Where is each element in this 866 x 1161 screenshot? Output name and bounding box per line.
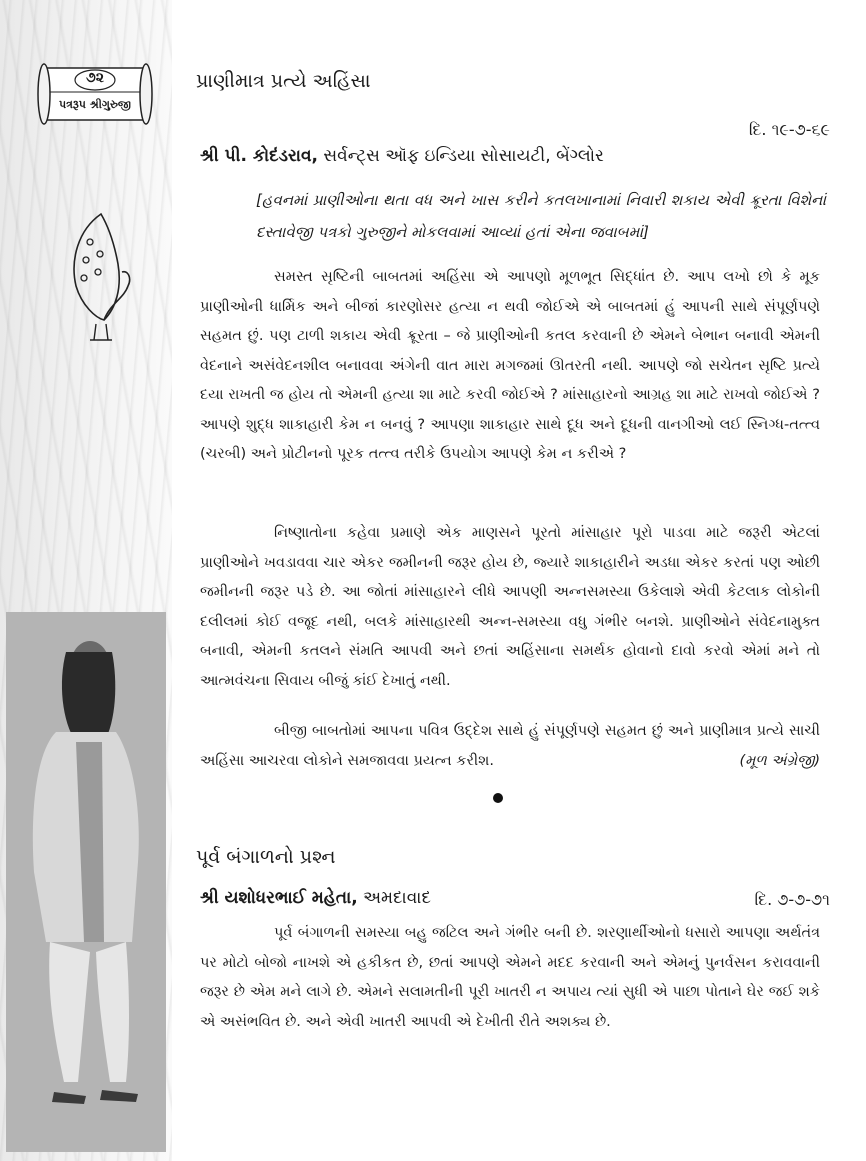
sender-name: શ્રી પી. કોદંડરાવ, bbox=[200, 146, 318, 166]
section-divider bbox=[493, 793, 503, 803]
letter-date: દિ. ૭-૭-૭૧ bbox=[754, 890, 830, 909]
letter-paragraph: સમસ્ત સૃષ્ટિની બાબતમાં અહિંસા એ આપણો મૂળભૂત સિદ્ધાંત છે. આપ લખો છો કે મૂક પ્રાણીઓની ધાર્મિક અને બીજાં કારણોસર હત્યા ન થવી જોઈએ એ બાબતમાં હું આપની સાથે સંપૂર્ણપણે સહમત છું. પણ ટાળી શકાય એવી ક્રૂરતા – જે પ્રાણીઓની કતલ કરવાની છે એમને બેભાન બનાવી એમની વેદનાને અસંવેદનશીલ બનાવવા અંગેની વાત મારા મગજમાં ઊતરતી નથી. આપણે જો સચેતન સૃષ્ટિ પ્રત્યે દયા રાખતી જ હોય તો એમની હત્યા શા માટે કરવી જોઈએ ? માંસાહારનો આગ્રહ શા માટે રાખવો જોઈએ ? આપણે શુદ્ધ શાકાહારી કેમ ન બનવું ? આપણા શાકાહાર સાથે દૂધ અને દૂધની વાનગીઓ લઈ સ્નિગ્ધ-તત્ત્વ (ચરબી) અને પ્રોટીનનો પૂરક તત્ત્વ તરીકે ઉપયોગ આપણે કેમ ન કરીએ ? bbox=[200, 269, 820, 462]
letter-paragraph: પૂર્વ બંગાળની સમસ્યા બહુ જટિલ અને ગંભીર બની છે. શરણાર્થીઓનો ધસારો આપણા અર્થતંત્ર પર મોટો બોજો નાખશે એ હકીકત છે, છતાં આપણે એમને મદદ કરવાની અને એમનું પુનર્વસન કરાવવાની જરૂર છે એમ મને લાગે છે. એમને સલામતીની પૂરી ખાતરી ન અપાય ત્યાં સુધી એ પાછા પોતાને ઘેર જઈ શકે એ અસંભવિત છે. અને એવી ખાતરી આપવી એ દેખીતી રીતે અશક્ય છે. bbox=[200, 925, 820, 1030]
section-heading: પૂર્વ બંગાળનો પ્રશ્ન bbox=[196, 846, 336, 868]
series-label: પત્રરૂપ શ્રીગુરુજી bbox=[59, 98, 131, 111]
sender-name: શ્રી યશોધરભાઈ મહેતા, bbox=[200, 888, 358, 908]
letter-paragraph bbox=[200, 717, 820, 776]
portrait-photo bbox=[6, 612, 166, 1152]
letter-sender bbox=[200, 146, 604, 166]
letter-paragraph: નિષ્ણાતોના કહેવા પ્રમાણે એક માણસને પૂરતો માંસાહાર પૂરો પાડવા માટે જરૂરી એટલાં પ્રાણીઓને ખવડાવવા ચાર એકર જમીનની જરૂર હોય છે, જ્યારે શાકાહારીને અડધા એકર કરતાં પણ ઓછી જમીનની જરૂર પડે છે. આ જોતાં માંસાહારને લીધે આપણી અન્નસમસ્યા ઉકેલાશે એવી કેટલાક લોકોની દલીલમાં કોઈ વજૂદ નથી, બલકે માંસાહારથી અન્ન-સમસ્યા વધુ ગંભીર બનશે. પ્રાણીઓને સંવેદનામુક્ત બનાવી, એમની કતલને સંમતિ આપવી અને છતાં અહિંસાના સમર્થક હોવાનો દાવો કરવો એમાં મને તો આત્મવંચના સિવાય બીજું કાંઈ દેખાતું નથી. bbox=[200, 525, 820, 689]
sender-org: અમદાવાદ bbox=[363, 888, 431, 908]
page-scroll-badge bbox=[30, 62, 160, 128]
editorial-note: [હવનમાં પ્રાણીઓના થતા વધ અને ખાસ કરીને કતલખાનામાં નિવારી શકાય એવી ક્રૂરતા વિશેનાં દસ્તાવેજી પત્રકો ગુરુજીને મોકલવામાં આવ્યાં હતાં એના જવાબમાં] bbox=[256, 191, 826, 241]
letter-sender bbox=[200, 888, 431, 908]
decorative-margin bbox=[0, 0, 172, 1161]
page-number: ૭૨ bbox=[86, 70, 104, 86]
paragraph-text: બીજી બાબતોમાં આપના પવિત્ર ઉદ્દેશ સાથે હું સંપૂર્ણપણે સહમત છું અને પ્રાણીમાત્ર પ્રત્યે સાચી અહિંસા આચરવા લોકોને સમજાવવા પ્રયત્ન કરીશ. bbox=[200, 723, 820, 769]
sender-org: સર્વન્ટ્સ ઑફ ઇન્ડિયા સોસાયટી, બેંગ્લોર bbox=[323, 146, 604, 166]
section-heading: પ્રાણીમાત્ર પ્રત્યે અહિંસા bbox=[196, 70, 371, 92]
peacock-icon bbox=[66, 208, 136, 348]
portrait-figure-icon bbox=[6, 612, 166, 1152]
original-language-note: (મૂળ અંગ્રેજી) bbox=[739, 752, 820, 769]
letter-date: દિ. ૧૯-૭-૬૯ bbox=[748, 120, 830, 139]
